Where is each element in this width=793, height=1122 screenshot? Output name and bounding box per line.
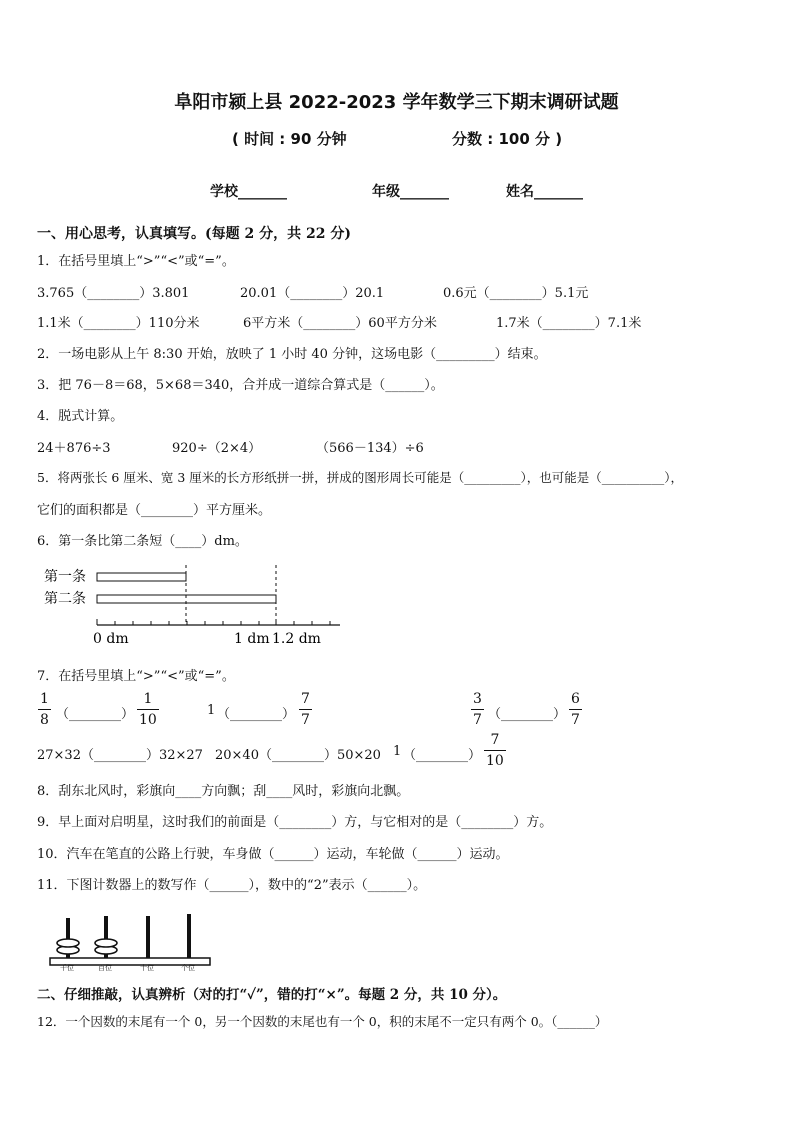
q1-item: 1.1米（________）110分米 xyxy=(37,316,200,331)
q11-stem: 11．下图计数器上的数写作（______），数中的“2”表示（______）。 xyxy=(37,878,427,893)
q7-blank: （________） xyxy=(488,707,567,722)
q5-line2: 它们的面积都是（________）平方厘米。 xyxy=(37,503,272,518)
whole-number: 1 xyxy=(207,703,216,718)
q3-text: 3．把 76－8＝68，5×68＝340，合并成一道综合算式是（______）。 xyxy=(37,378,444,393)
abacus-figure xyxy=(46,910,216,975)
q1-item: 20.01（________）20.1 xyxy=(240,286,385,301)
fraction: 6 7 xyxy=(571,691,580,728)
fraction: 3 7 xyxy=(473,691,482,728)
q4-stem: 4．脱式计算。 xyxy=(37,409,124,424)
exam-title: 阜阳市颍上县 2022-2023 学年数学三下期末调研试题 xyxy=(174,92,619,113)
tick-label-1-2: 1.2 dm xyxy=(272,631,321,647)
whole-number: 1 xyxy=(393,744,402,759)
exam-score: 分数 : 100 分 ) xyxy=(452,130,563,148)
q4-item: （566－134）÷6 xyxy=(316,441,424,456)
tick-label-1: 1 dm xyxy=(234,631,270,647)
school-field: 学校_______ xyxy=(210,184,287,200)
q7-compare: 20×40（________）50×20 xyxy=(215,748,381,763)
section-2-heading: 二、仔细推敲，认真辨析（对的打“✓”，错的打“×”。每题 2 分，共 10 分）。 xyxy=(37,987,507,1003)
fraction: 1 10 xyxy=(139,691,157,728)
abacus-label: 十位 xyxy=(140,964,154,972)
q12-text: 12．一个因数的末尾有一个 0，另一个因数的末尾也有一个 0，积的末尾不一定只有两个 0。（______） xyxy=(37,1014,608,1029)
tick-label-0: 0 dm xyxy=(93,631,129,647)
q1-item: 6平方米（________）60平方分米 xyxy=(243,316,437,331)
q1-item: 1.7米（________）7.1米 xyxy=(496,316,642,331)
q1-item: 0.6元（________）5.1元 xyxy=(443,286,589,301)
first-bar xyxy=(97,573,186,581)
q7-blank: （________） xyxy=(217,707,296,722)
section-1-heading: 一、用心思考，认真填写。(每题 2 分，共 22 分) xyxy=(37,226,351,242)
fraction: 7 7 xyxy=(301,691,310,728)
second-bar-label: 第二条 xyxy=(44,591,86,607)
q9-text: 9．早上面对启明星，这时我们的前面是（________）方，与它相对的是（________）方。 xyxy=(37,815,553,830)
q7-compare: 27×32（________）32×27 xyxy=(37,748,203,763)
fraction: 1 8 xyxy=(40,691,49,728)
q6-length-figure xyxy=(40,562,360,652)
q8-text: 8．刮东北风时，彩旗向____方向飘；刮____风时，彩旗向北飘。 xyxy=(37,784,410,799)
first-bar-label: 第一条 xyxy=(44,569,86,585)
q1-stem: 1．在括号里填上“>”“<”或“=”。 xyxy=(37,254,235,269)
grade-field: 年级_______ xyxy=(372,184,449,200)
q2-text: 2．一场电影从上午 8:30 开始，放映了 1 小时 40 分钟，这场电影（_________）结束。 xyxy=(37,347,547,362)
abacus-label: 千位 xyxy=(60,964,74,972)
q1-item: 3.765（________）3.801 xyxy=(37,286,190,301)
q4-item: 24＋876÷3 xyxy=(37,441,111,456)
q6-stem: 6．第一条比第二条短（____）dm。 xyxy=(37,534,248,549)
name-field: 姓名_______ xyxy=(506,184,583,200)
abacus-label: 个位 xyxy=(181,964,195,972)
abacus-beads xyxy=(57,939,117,954)
q4-item: 920÷（2×4） xyxy=(172,441,262,456)
ruler-ticks xyxy=(97,619,330,625)
q7-blank: （________） xyxy=(403,748,482,763)
q10-text: 10．汽车在笔直的公路上行驶，车身做（______）运动，车轮做（______）运动。 xyxy=(37,847,509,862)
fraction: 7 10 xyxy=(486,732,504,769)
abacus-label: 百位 xyxy=(98,964,112,972)
abacus-rods xyxy=(66,914,191,958)
exam-time: ( 时间 : 90 分钟 xyxy=(232,130,347,148)
q5-line1: 5．将两张长 6 厘米、宽 3 厘米的长方形纸拼一拼，拼成的图形周长可能是（_________），也可能是（__________）， xyxy=(37,470,684,485)
q7-stem: 7．在括号里填上“>”“<”或“=”。 xyxy=(37,669,235,684)
q7-blank: （________） xyxy=(56,707,135,722)
